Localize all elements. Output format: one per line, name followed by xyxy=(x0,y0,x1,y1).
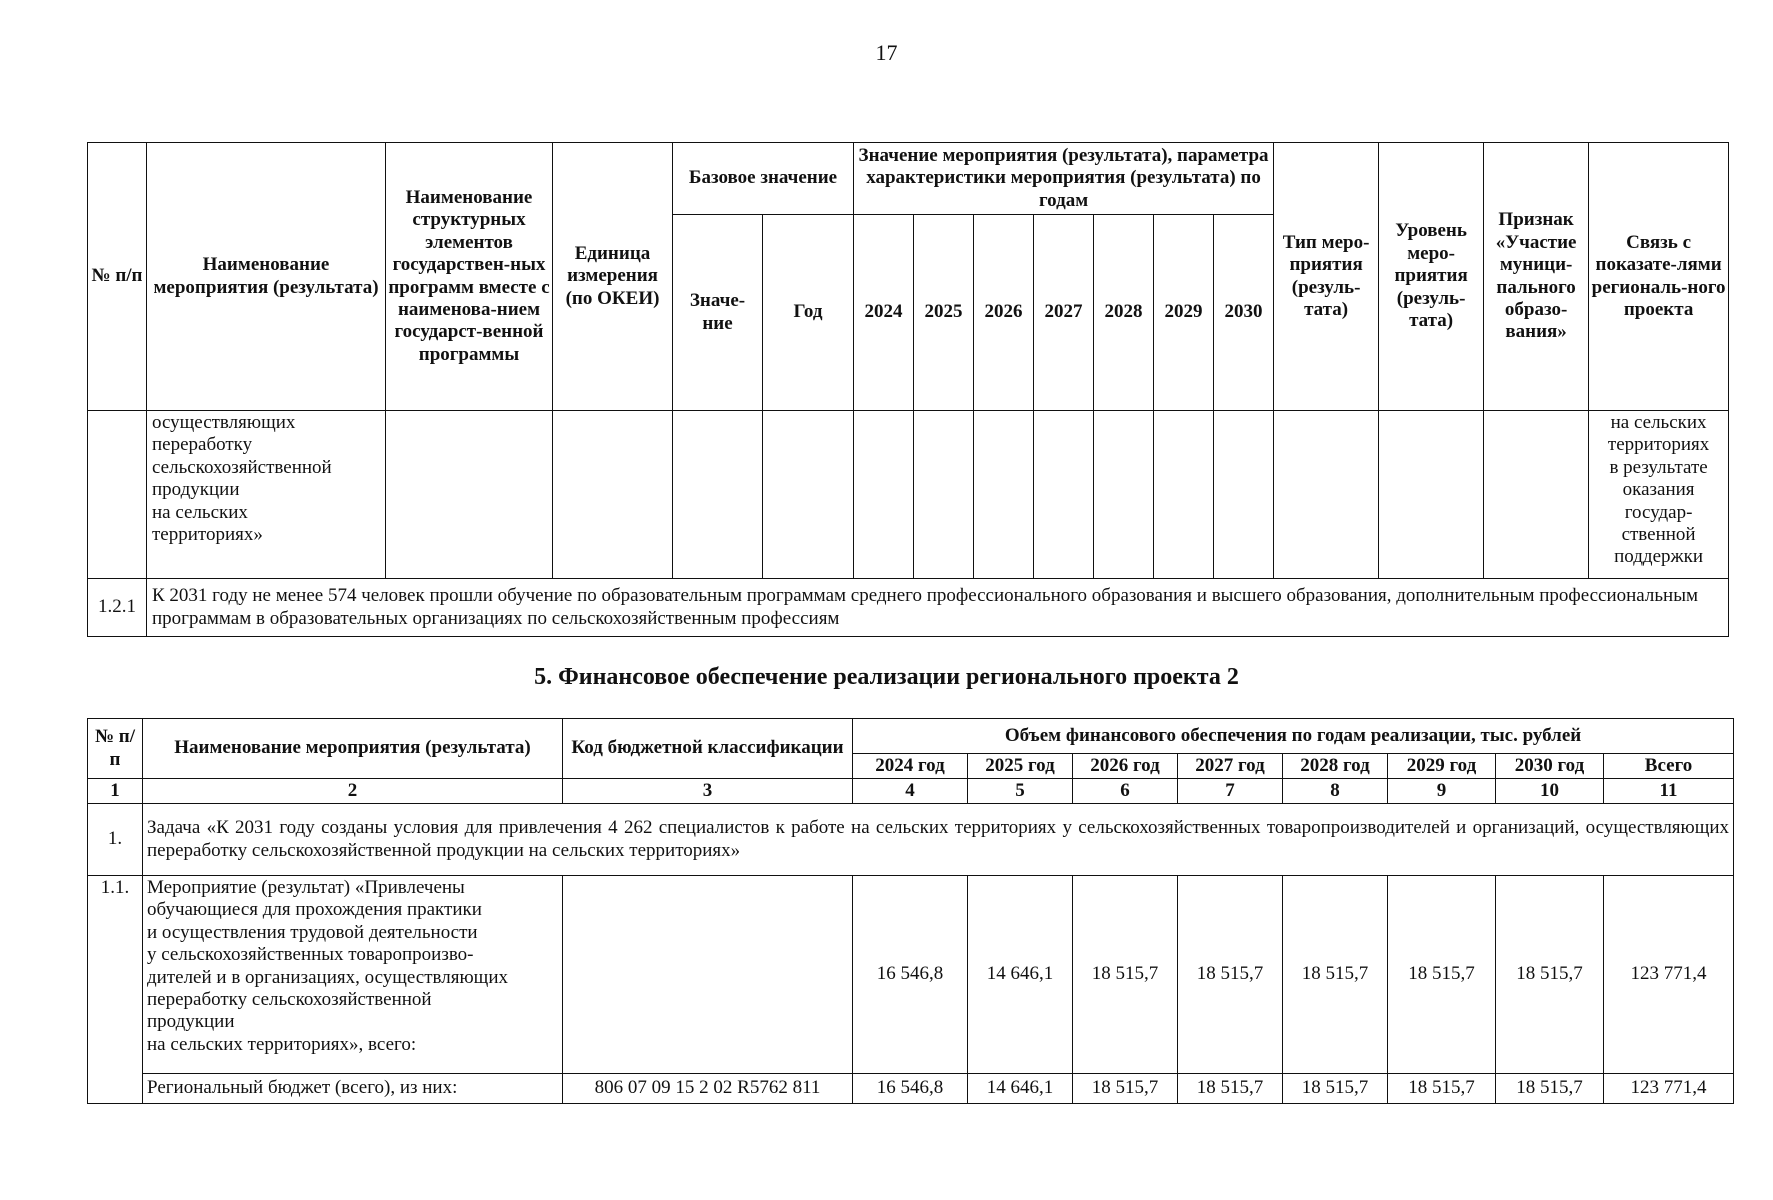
col-volume-header: Объем финансового обеспечения по годам реализации, тыс. рублей xyxy=(853,719,1734,754)
col-name-header: Наименование мероприятия (результата) xyxy=(147,143,386,411)
year-header: 2028 год xyxy=(1283,754,1388,779)
empty-cell xyxy=(763,411,854,579)
value-cell: 16 546,8 xyxy=(853,1074,968,1104)
empty-cell xyxy=(386,411,553,579)
text-line: на сельских xyxy=(152,501,248,523)
col-number: 7 xyxy=(1178,779,1283,804)
value-cell: 14 646,1 xyxy=(968,876,1073,1074)
event-name-cell xyxy=(143,876,563,1074)
text-line: территориях xyxy=(1607,434,1710,456)
text-line: Мероприятие (результат) «Привлечены xyxy=(147,877,465,898)
table-row xyxy=(88,804,1734,876)
col-number: 5 xyxy=(968,779,1073,804)
year-header: 2027 xyxy=(1034,215,1094,411)
col-number: 1 xyxy=(88,779,143,804)
page-number: 17 xyxy=(875,40,898,65)
year-header: 2030 год xyxy=(1496,754,1604,779)
value-cell: 18 515,7 xyxy=(1496,1074,1604,1104)
col-code-header: Код бюджетной классификации xyxy=(563,719,853,779)
budget-code-cell xyxy=(563,876,853,1074)
text-line: обучающиеся для прохождения практики xyxy=(147,899,482,921)
result-text: К 2031 году не менее 574 человек прошли обучение по образовательным программам среднего профессионального образования и высшего образования, дополнительным профессиональным программам в образовательных организациях по сельскохозяйственным профессиям xyxy=(147,579,1729,637)
financing-table xyxy=(87,718,1734,1104)
total-cell: 123 771,4 xyxy=(1604,876,1734,1074)
col-struct-header: Наименование структурных элементов государствен-ных программ вместе с наименова-нием государст-венной программы xyxy=(386,143,553,411)
col-number: 8 xyxy=(1283,779,1388,804)
empty-cell xyxy=(1484,411,1589,579)
text-line: переработку xyxy=(152,434,253,456)
col-values-header: Значение мероприятия (результата), параметра характеристики мероприятия (результата) по годам xyxy=(854,143,1274,215)
empty-cell xyxy=(974,411,1034,579)
year-header: 2025 xyxy=(914,215,974,411)
year-header: 2030 xyxy=(1214,215,1274,411)
row-number: 1.1. xyxy=(88,876,143,1104)
col-num-header: № п/п xyxy=(88,719,143,779)
total-cell: 123 771,4 xyxy=(1604,1074,1734,1104)
text-line: продукции xyxy=(147,1011,235,1033)
text-line: переработку сельскохозяйственной xyxy=(147,989,432,1011)
empty-cell xyxy=(88,411,147,579)
col-level-header: Уровень меро-приятия (резуль-тата) xyxy=(1379,143,1484,411)
column-numbers-row xyxy=(88,779,1734,804)
table-row xyxy=(88,579,1729,637)
empty-cell xyxy=(1379,411,1484,579)
text-line: ственной xyxy=(1621,524,1696,546)
text-line: дителей и в организациях, осуществляющих xyxy=(147,966,508,988)
value-cell: 18 515,7 xyxy=(1073,876,1178,1074)
col-base-year-header: Год xyxy=(763,215,854,411)
value-cell: 18 515,7 xyxy=(1283,876,1388,1074)
col-number: 11 xyxy=(1604,779,1734,804)
task-text: Задача «К 2031 году созданы условия для привлечения 4 262 специалистов к работе на сельских территориях у сельскохозяйственных товаропроизводителей и организаций, осуществляющих переработку сельскохозяйственной продукции на сельских территориях» xyxy=(143,804,1734,876)
row-number: 1. xyxy=(88,804,143,876)
value-cell: 14 646,1 xyxy=(968,1074,1073,1104)
text-line: поддержки xyxy=(1614,546,1704,568)
continued-link-cell xyxy=(1589,411,1729,579)
value-cell: 18 515,7 xyxy=(1283,1074,1388,1104)
text-line: территориях» xyxy=(152,524,263,546)
year-header: 2027 год xyxy=(1178,754,1283,779)
col-num-header: № п/п xyxy=(88,143,147,411)
text-line: сельскохозяйственной xyxy=(152,456,332,478)
col-number: 10 xyxy=(1496,779,1604,804)
col-base-header: Базовое значение xyxy=(673,143,854,215)
budget-name-cell: Региональный бюджет (всего), из них: xyxy=(143,1074,563,1104)
value-cell: 18 515,7 xyxy=(1178,876,1283,1074)
empty-cell xyxy=(1214,411,1274,579)
year-header: 2024 год xyxy=(853,754,968,779)
col-type-header: Тип меро-приятия (резуль-тата) xyxy=(1274,143,1379,411)
empty-cell xyxy=(1154,411,1214,579)
empty-cell xyxy=(1274,411,1379,579)
year-header: 2025 год xyxy=(968,754,1073,779)
value-cell: 18 515,7 xyxy=(1388,1074,1496,1104)
year-header: 2029 xyxy=(1154,215,1214,411)
text-line: продукции xyxy=(152,479,240,501)
empty-cell xyxy=(553,411,673,579)
row-number: 1.2.1 xyxy=(88,579,147,637)
year-header: 2028 xyxy=(1094,215,1154,411)
empty-cell xyxy=(1094,411,1154,579)
value-cell: 18 515,7 xyxy=(1496,876,1604,1074)
text-line: на сельских xyxy=(1610,412,1707,433)
text-line: оказания xyxy=(1622,479,1695,501)
col-number: 9 xyxy=(1388,779,1496,804)
total-header: Всего xyxy=(1604,754,1734,779)
value-cell: 16 546,8 xyxy=(853,876,968,1074)
empty-cell xyxy=(914,411,974,579)
budget-code-cell: 806 07 09 15 2 02 R5762 811 xyxy=(563,1074,853,1104)
col-number: 2 xyxy=(143,779,563,804)
year-header: 2026 год xyxy=(1073,754,1178,779)
year-header: 2029 год xyxy=(1388,754,1496,779)
table-row xyxy=(88,876,1734,1074)
text-line: в результате xyxy=(1609,456,1708,478)
text-line: у сельскохозяйственных товаропроизво- xyxy=(147,944,474,966)
col-name-header: Наименование мероприятия (результата) xyxy=(143,719,563,779)
section-heading: 5. Финансовое обеспечение реализации регионального проекта 2 xyxy=(534,664,1239,690)
col-sign-header: Признак «Участие муници-пального образо-вания» xyxy=(1484,143,1589,411)
empty-cell xyxy=(854,411,914,579)
table-row xyxy=(88,411,1729,579)
value-cell: 18 515,7 xyxy=(1073,1074,1178,1104)
continued-name-cell xyxy=(147,411,386,579)
value-cell: 18 515,7 xyxy=(1388,876,1496,1074)
text-line: и осуществления трудовой деятельности xyxy=(147,921,478,943)
year-header: 2026 xyxy=(974,215,1034,411)
col-number: 4 xyxy=(853,779,968,804)
text-line: на сельских территориях», всего: xyxy=(147,1033,417,1055)
col-number: 6 xyxy=(1073,779,1178,804)
col-base-value-header: Значе-ние xyxy=(673,215,763,411)
empty-cell xyxy=(1034,411,1094,579)
col-unit-header: Единица измерения (по ОКЕИ) xyxy=(553,143,673,411)
text-line: осуществляющих xyxy=(152,412,296,433)
col-link-header: Связь с показате-лями региональ-ного проекта xyxy=(1589,143,1729,411)
results-table xyxy=(87,142,1729,637)
year-header: 2024 xyxy=(854,215,914,411)
text-line: государ- xyxy=(1624,501,1693,523)
value-cell: 18 515,7 xyxy=(1178,1074,1283,1104)
col-number: 3 xyxy=(563,779,853,804)
empty-cell xyxy=(673,411,763,579)
table-row xyxy=(88,1074,1734,1104)
